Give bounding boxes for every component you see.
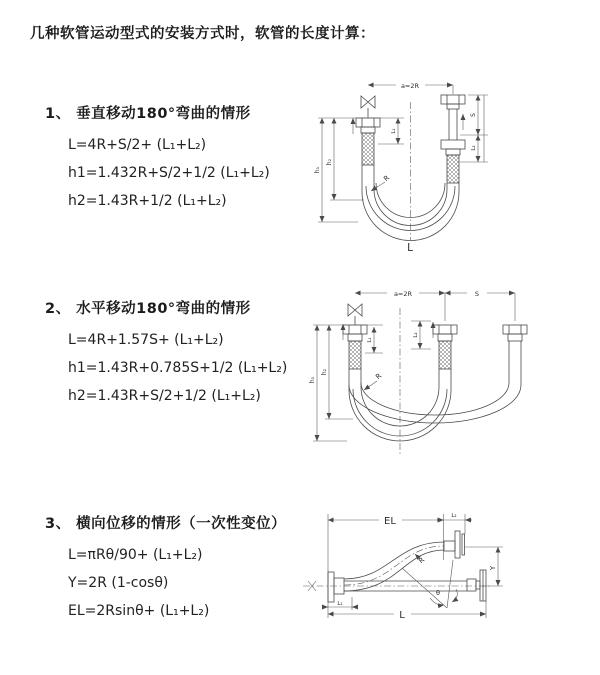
section-3-formulas xyxy=(68,541,286,625)
formula-line: L=4R+S/2+ (L₁+L₂) xyxy=(68,137,207,153)
motion-arrows xyxy=(353,114,463,134)
dimension-a2r-s xyxy=(355,290,515,321)
label-l2: L₂ xyxy=(451,513,457,519)
page-title: 几种软管运动型式的安装方式时，软管的长度计算： xyxy=(30,26,375,42)
left-pipe-fitting xyxy=(343,325,367,369)
right-flange xyxy=(467,570,486,601)
right-pipe-fitting xyxy=(441,95,465,183)
label-l1: L₁ xyxy=(391,128,397,134)
dimension-l1 xyxy=(365,327,383,353)
formula-line: L=πRθ/90+ (L₁+L₂) xyxy=(68,547,203,563)
left-flange xyxy=(328,572,344,602)
label-l1: L₁ xyxy=(367,337,373,343)
label-r: R xyxy=(382,173,392,184)
section-2 xyxy=(45,297,287,410)
section-1 xyxy=(45,102,270,215)
dimension-s-l2 xyxy=(460,95,488,162)
radius-leader xyxy=(364,372,383,390)
label-h2: h₂ xyxy=(321,368,328,376)
label-r: R xyxy=(417,555,427,566)
label-s: S xyxy=(470,113,477,117)
formula-line: EL=2Rsinθ+ (L₁+L₂) xyxy=(68,603,210,619)
formula-line: h2=1.43R+S/2+1/2 (L₁+L₂) xyxy=(68,388,261,404)
label-h1: h₁ xyxy=(314,166,321,174)
formula-line: h1=1.432R+S/2+1/2 (L₁+L₂) xyxy=(68,165,270,181)
formula-line: h1=1.43R+0.785S+1/2 (L₁+L₂) xyxy=(68,360,288,376)
valve-icon xyxy=(348,304,362,325)
label-l-total: L xyxy=(407,242,413,254)
dimension-a2r xyxy=(368,82,453,94)
section-2-formulas xyxy=(68,326,287,410)
label-el: EL xyxy=(384,516,396,527)
middle-pipe-fitting xyxy=(433,325,457,369)
label-a2r: a=2R xyxy=(400,82,420,90)
section-1-formulas xyxy=(68,131,270,215)
label-r: R xyxy=(374,371,384,382)
diagram-vertical-180-bend xyxy=(306,70,598,268)
dimension-l1 xyxy=(378,118,404,144)
dimension-y xyxy=(464,547,503,586)
braided-hose-section xyxy=(349,341,361,369)
label-h1: h₁ xyxy=(309,376,316,384)
dimension-el xyxy=(328,514,444,618)
label-theta: θ xyxy=(436,589,440,597)
diagram-lateral-displacement xyxy=(295,498,600,650)
formula-line: L=4R+1.57S+ (L₁+L₂) xyxy=(68,332,224,348)
label-l2: L₂ xyxy=(471,145,477,151)
section-2-heading: 2、 水平移动180°弯曲的情形 xyxy=(45,301,251,317)
formula-line: h2=1.43R+1/2 (L₁+L₂) xyxy=(68,193,227,209)
label-y: Y xyxy=(489,565,497,571)
diagram-horizontal-180-bend xyxy=(303,278,595,464)
label-l2: L₂ xyxy=(413,332,419,338)
section-3-heading: 3、 横向位移的情形（一次性变位） xyxy=(45,516,287,532)
centerline xyxy=(303,581,491,591)
label-s: S xyxy=(474,290,480,298)
label-l: L xyxy=(399,610,405,621)
braided-hose-section xyxy=(362,133,374,165)
right-pipe-fitting xyxy=(503,325,527,341)
braided-hose-section xyxy=(439,341,451,369)
dimension-l2 xyxy=(437,513,472,534)
label-l1: L₁ xyxy=(337,601,343,607)
section-3 xyxy=(45,512,286,625)
hose-s-curve xyxy=(344,542,444,591)
valve-icon xyxy=(361,96,375,118)
left-pipe-fitting xyxy=(356,118,380,165)
hose-u-bend xyxy=(362,102,459,240)
label-h2: h₂ xyxy=(326,158,333,166)
dimension-l2 xyxy=(411,321,431,349)
section-1-heading: 1、 垂直移动180°弯曲的情形 xyxy=(45,106,251,122)
upper-flange xyxy=(444,531,465,558)
formula-line: Y=2R (1-cosθ) xyxy=(68,575,169,591)
braided-hose-section xyxy=(447,155,459,183)
dimension-l1 xyxy=(322,597,358,610)
label-a2r: a=2R xyxy=(393,290,413,298)
